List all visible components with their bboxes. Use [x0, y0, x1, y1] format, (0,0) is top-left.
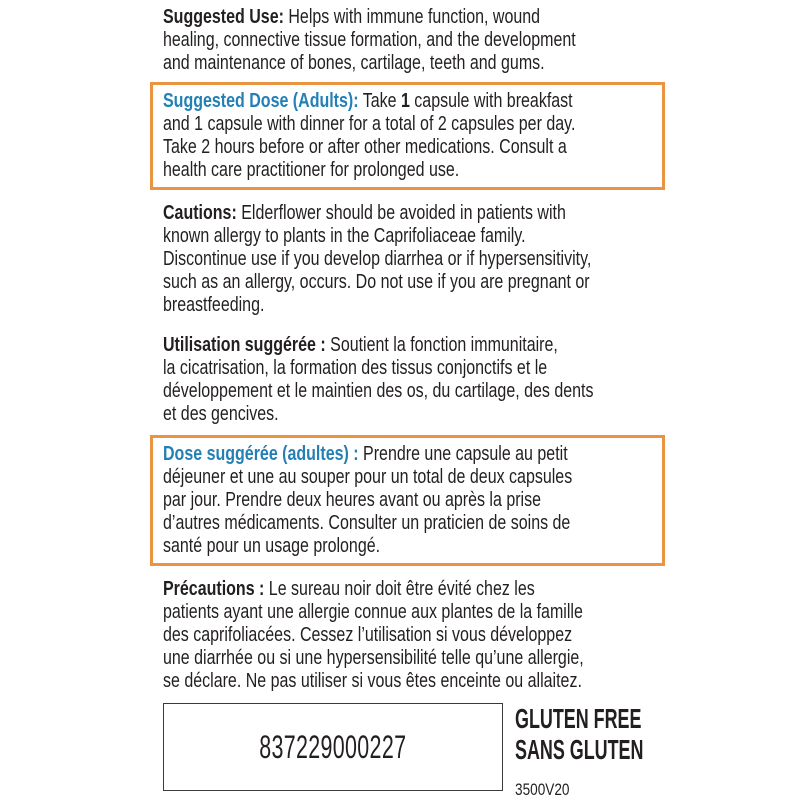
text-line: Discontinue use if you develop diarrhea or if hypersensitivity, — [163, 248, 592, 270]
gluten-free-column — [515, 703, 716, 799]
text-line: et des gencives. — [163, 403, 279, 425]
text-line: Suggested Dose (Adults): Take 1 capsule with breakfast — [163, 90, 573, 112]
text-line: déjeuner et une au souper pour un total de deux capsules — [163, 466, 573, 488]
section-heading: Précautions : — [163, 578, 265, 600]
gluten-free-text-en: GLUTEN FREE — [515, 703, 642, 734]
text-line: développement et le maintien des os, du cartilage, des dents — [163, 380, 594, 402]
suggested-dose-box — [150, 82, 665, 190]
text-line: Utilisation suggérée : Soutient la fonction immunitaire, — [163, 334, 558, 356]
text-line: se déclare. Ne pas utiliser si vous êtes enceinte ou allaitez. — [163, 670, 582, 692]
section-heading: Suggested Dose (Adults): — [163, 90, 359, 112]
text-line: Dose suggérée (adultes) : Prendre une capsule au petit — [163, 443, 568, 465]
cautions-section — [150, 202, 665, 317]
text-line: health care practitioner for prolonged use. — [163, 159, 460, 181]
barcode-number: 837229000227 — [259, 728, 407, 765]
text-line: and maintenance of bones, cartilage, teeth and gums. — [163, 52, 545, 74]
text-line: such as an allergy, occurs. Do not use if you are pregnant or — [163, 271, 590, 293]
suggested-use-section — [150, 6, 665, 75]
bottom-row — [150, 703, 665, 799]
section-heading: Suggested Use: — [163, 6, 284, 28]
section-heading: Dose suggérée (adultes) : — [163, 443, 359, 465]
supplement-label-panel — [150, 6, 665, 799]
gluten-free-text-fr: SANS GLUTEN — [515, 734, 644, 765]
barcode-box — [163, 703, 503, 791]
text-line: par jour. Prendre deux heures avant ou après la prise — [163, 489, 542, 511]
text-line: santé pour un usage prolongé. — [163, 535, 381, 557]
section-heading: Utilisation suggérée : — [163, 334, 326, 356]
precautions-section — [150, 578, 665, 693]
text-line: d’autres médicaments. Consulter un praticien de soins de — [163, 512, 571, 534]
text-line: Suggested Use: Helps with immune function, wound — [163, 6, 541, 28]
text-line: la cicatrisation, la formation des tissus conjonctifs et le — [163, 357, 548, 379]
text-line: breastfeeding. — [163, 294, 265, 316]
text-line: des caprifoliacées. Cessez l’utilisation si vous développez — [163, 624, 573, 646]
dose-suggeree-box — [150, 435, 665, 566]
text-line: Précautions : Le sureau noir doit être évité chez les — [163, 578, 535, 600]
text-line: and 1 capsule with dinner for a total of 2 capsules per day. — [163, 113, 576, 135]
lot-code: 3500V20 — [515, 780, 570, 799]
utilisation-suggeree-section — [150, 334, 665, 426]
text-line: Take 2 hours before or after other medications. Consult a — [163, 136, 567, 158]
text-line: une diarrhée ou si une hypersensibilité telle qu’une allergie, — [163, 647, 584, 669]
text-line: patients ayant une allergie connue aux plantes de la famille — [163, 601, 583, 623]
text-line: Cautions: Elderflower should be avoided in patients with — [163, 202, 566, 224]
text-line: healing, connective tissue formation, and the development — [163, 29, 576, 51]
section-heading: Cautions: — [163, 202, 237, 224]
text-line: known allergy to plants in the Caprifoliaceae family. — [163, 225, 526, 247]
